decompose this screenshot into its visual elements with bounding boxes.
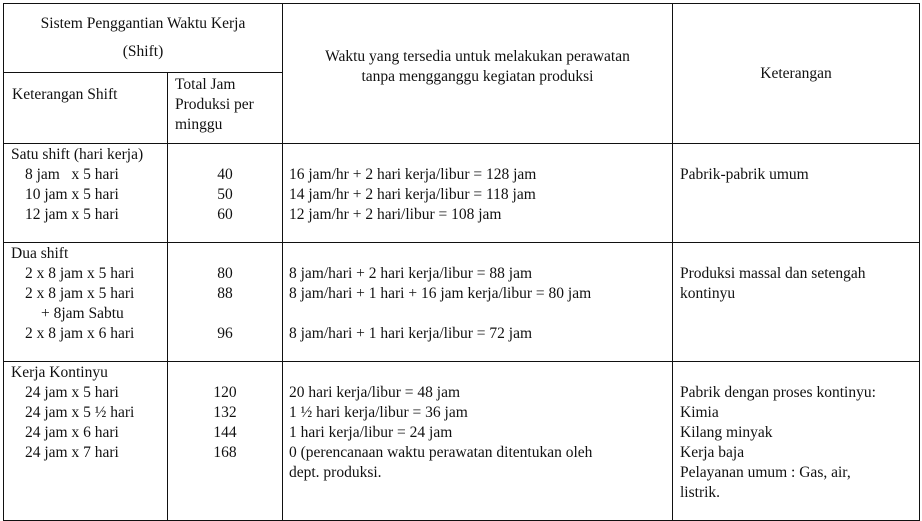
total-hours-label-3: minggu: [175, 116, 223, 133]
shift-description-label: Keterangan Shift: [12, 86, 118, 103]
table-row-one-shift: [4, 144, 920, 243]
shift-cell: [4, 362, 168, 521]
shift-item: 2 x 8 jam x 6 hari: [25, 325, 135, 342]
maintenance-line: 0 (perencanaan waktu perawatan ditentukan oleh: [289, 444, 593, 461]
maintenance-cell: [283, 243, 673, 362]
shift-item: 2 x 8 jam x 5 hari: [25, 265, 135, 282]
hours-value: 144: [213, 424, 237, 441]
hours-value: 132: [213, 404, 237, 421]
hours-value: 50: [217, 186, 233, 203]
notes-header: [673, 4, 920, 144]
notes-cell: [673, 362, 920, 521]
notes-line: Pabrik-pabrik umum: [680, 166, 809, 183]
hours-value: 88: [217, 285, 233, 302]
header-row-top: [4, 4, 920, 73]
shift-item: 8 jam x 5 hari: [25, 166, 119, 183]
maintenance-cell: [283, 144, 673, 243]
group-title: Satu shift (hari kerja): [11, 146, 144, 163]
hours-cell: [168, 362, 283, 521]
total-hours-header: [168, 73, 283, 144]
hours-cell: [168, 144, 283, 243]
notes-line: Pelayanan umum : Gas, air,: [680, 464, 851, 481]
maintenance-line: 1 ½ hari kerja/libur = 36 jam: [289, 404, 468, 421]
shift-cell: [4, 144, 168, 243]
maintenance-cell: [283, 362, 673, 521]
notes-cell: [673, 243, 920, 362]
total-hours-label-1: Total Jam: [175, 76, 236, 93]
maintenance-line: 8 jam/hari + 1 hari kerja/libur = 72 jam: [289, 325, 533, 342]
table-row-continuous: [4, 362, 920, 521]
shift-cell: [4, 243, 168, 362]
shift-item: 10 jam x 5 hari: [25, 186, 119, 203]
shift-item: 12 jam x 5 hari: [25, 206, 119, 223]
hours-value: 120: [213, 384, 237, 401]
hours-value: 80: [217, 265, 233, 282]
notes-line: listrik.: [680, 484, 721, 501]
hours-value: 168: [213, 444, 237, 461]
group-title: Dua shift: [11, 245, 69, 262]
maintenance-time-header: [283, 4, 673, 144]
table-row-two-shift: [4, 243, 920, 362]
shift-item: 2 x 8 jam x 5 hari: [25, 285, 135, 302]
shift-system-subtitle: (Shift): [122, 43, 164, 60]
maintenance-line: 14 jam/hr + 2 hari kerja/libur = 118 jam: [289, 186, 536, 203]
maintenance-line: dept. produksi.: [289, 464, 382, 481]
maintenance-line: 12 jam/hr + 2 hari/libur = 108 jam: [289, 206, 502, 223]
hours-cell: [168, 243, 283, 362]
group-title: Kerja Kontinyu: [11, 364, 108, 381]
maintenance-header-line1: Waktu yang tersedia untuk melakukan perawatan: [325, 47, 630, 65]
maintenance-line: 1 hari kerja/libur = 24 jam: [289, 424, 453, 441]
notes-line: Kilang minyak: [680, 424, 773, 441]
notes-line: Produksi massal dan setengah: [680, 265, 866, 282]
maintenance-header-line2: tanpa mengganggu kegiatan produksi: [361, 67, 594, 85]
shift-system-title: Sistem Penggantian Waktu Kerja: [40, 15, 246, 32]
shift-item: 24 jam x 5 ½ hari: [25, 404, 135, 421]
notes-line: kontinyu: [680, 285, 736, 302]
shift-maintenance-table: [3, 3, 920, 521]
maintenance-line: 16 jam/hr + 2 hari kerja/libur = 128 jam: [289, 166, 537, 183]
hours-value: 96: [217, 325, 233, 342]
notes-line: Kerja baja: [680, 444, 745, 461]
shift-description-header: [4, 73, 168, 144]
shift-item: 24 jam x 6 hari: [25, 424, 119, 441]
maintenance-line: 8 jam/hari + 1 hari + 16 jam kerja/libur = 80 jam: [289, 285, 592, 302]
notes-cell: [673, 144, 920, 243]
notes-line: Pabrik dengan proses kontinyu:: [680, 384, 876, 401]
shift-item: 24 jam x 7 hari: [25, 444, 119, 461]
notes-line: Kimia: [680, 404, 719, 421]
hours-value: 40: [217, 166, 233, 183]
shift-system-header: [4, 4, 283, 73]
maintenance-line: [289, 304, 672, 324]
hours-value: 60: [217, 206, 233, 223]
shift-item: + 8jam Sabtu: [41, 305, 124, 322]
shift-item: 24 jam x 5 hari: [25, 384, 119, 401]
hours-value: [168, 304, 282, 324]
notes-header-label: Keterangan: [760, 64, 832, 82]
maintenance-line: 20 hari kerja/libur = 48 jam: [289, 384, 461, 401]
maintenance-line: 8 jam/hari + 2 hari kerja/libur = 88 jam: [289, 265, 533, 282]
total-hours-label-2: Produksi per: [175, 96, 254, 113]
